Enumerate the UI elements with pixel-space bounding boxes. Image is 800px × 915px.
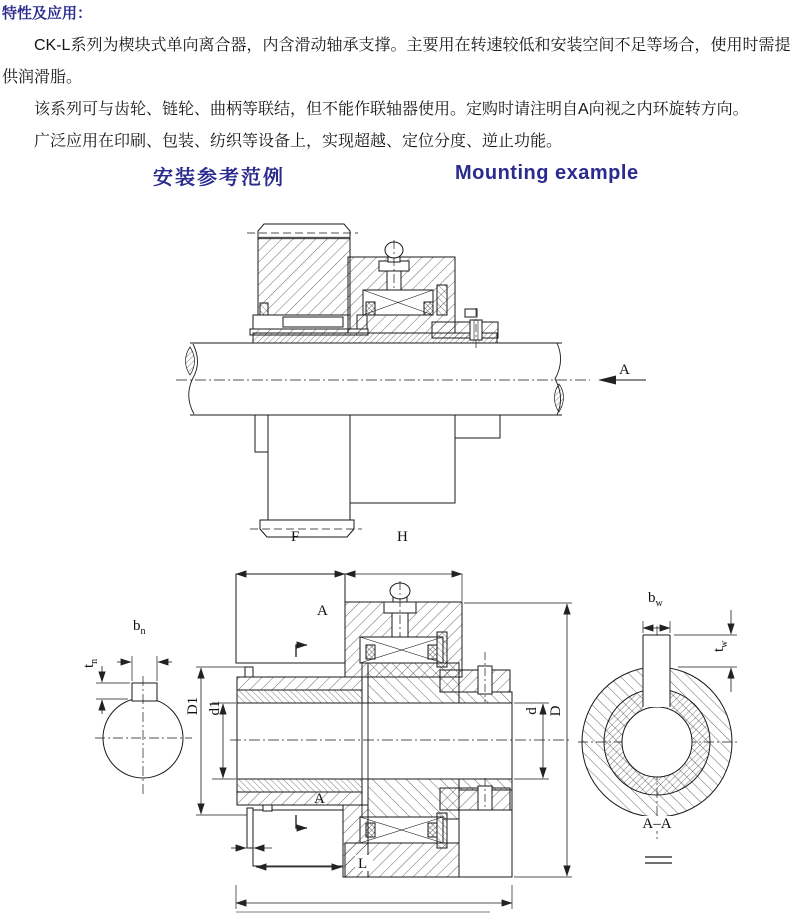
label-f: F bbox=[291, 529, 300, 545]
label-D1: D1 bbox=[185, 696, 201, 716]
label-tw: $t_w$ bbox=[711, 640, 730, 652]
label-view-a: A bbox=[619, 362, 630, 378]
label-D: D bbox=[548, 705, 564, 717]
intro-paragraph: CK-L系列为楔块式单向离合器，内含滑动轴承支撑。主要用在转速较低和安装空间不足等场合，使用时需提供润滑脂。 bbox=[2, 37, 791, 86]
label-d: d bbox=[524, 707, 540, 715]
bearing-section bbox=[363, 290, 433, 315]
label-d1: d1 bbox=[207, 700, 223, 716]
label-section-aa: A–A bbox=[642, 816, 672, 832]
label-bn: $b_n$ bbox=[133, 618, 146, 637]
clutch-section-view bbox=[230, 574, 572, 877]
intro-paragraph: 该系列可与齿轮、链轮、曲柄等联结，但不能作联轴器使用。定购时请注明自A向视之内环旋转方向。 bbox=[34, 101, 749, 118]
title-en: Mounting example bbox=[455, 162, 639, 184]
label-section-a-upper: A bbox=[317, 603, 328, 619]
label-bw: $b_w$ bbox=[648, 590, 663, 609]
label-L: L bbox=[358, 856, 368, 872]
title-zh: 安装参考范例 bbox=[153, 167, 285, 189]
shaft-cross-section bbox=[95, 676, 192, 795]
intro-heading: 特性及应用： bbox=[2, 5, 93, 22]
top-drawing-mounting-section bbox=[176, 224, 646, 537]
bottom-drawing-dimension-section bbox=[95, 574, 737, 912]
top-drawing-labels bbox=[291, 362, 630, 545]
label-section-a-lower: A bbox=[314, 791, 325, 807]
label-h: H bbox=[397, 529, 408, 545]
intro-paragraph: 广泛应用在印刷、包装、纺织等设备上，实现超越、定位分度、逆止功能。 bbox=[34, 133, 563, 150]
label-tn: $t_n$ bbox=[81, 658, 100, 668]
